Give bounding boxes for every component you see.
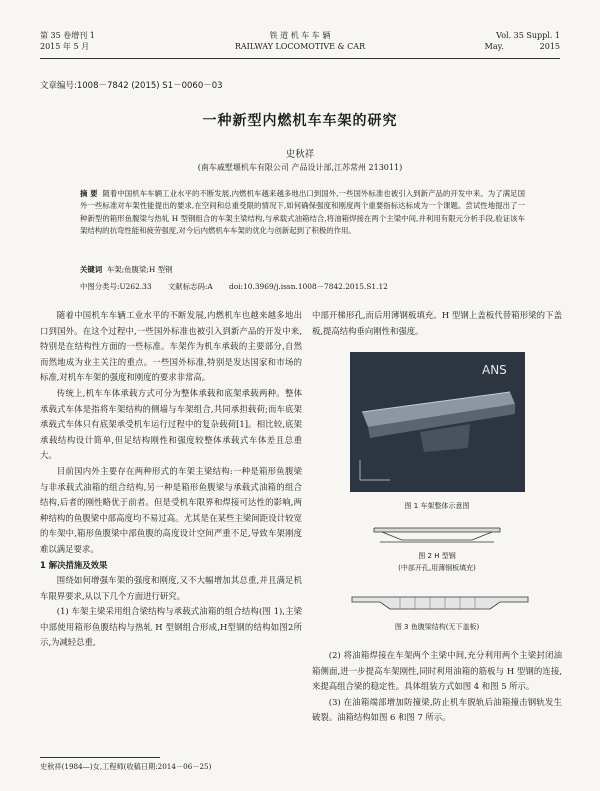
paper-title: 一种新型内燃机车车架的研究 <box>202 113 398 129</box>
fishbelly-beam-outline <box>352 597 528 609</box>
h-beam-web <box>382 532 492 540</box>
paragraph: (3) 在油箱端部增加防撞梁,防止机车脱轨后油箱撞击钢轨发生破裂。油箱结构如图 6 和图 7 所示。 <box>312 696 562 723</box>
volume-cn: 第 35 卷增刊 1 <box>40 31 95 40</box>
journal-name-cn: 铁 道 机 车 车 辆 <box>269 31 331 40</box>
h-beam-top-flange <box>374 528 500 532</box>
journal-name-en: RAILWAY LOCOMOTIVE & CAR <box>234 42 366 51</box>
document-code: 文献标志码:A <box>167 282 213 291</box>
figure-2-note: (中部开孔,用薄钢板填充) <box>398 564 476 572</box>
keywords-text: 车架;鱼腹梁;H 型钢 <box>106 265 173 274</box>
header-center <box>40 30 560 52</box>
figure-2-h-beam <box>372 524 502 546</box>
paragraph: 中部开梯形孔,而后用薄钢板填充。H 型钢上盖板代替箱形梁的下盖板,提高结构垂向刚性和强度。 <box>312 310 562 336</box>
paragraph: 传统上,机车车体承载方式可分为整体承载和底架承载两种。整体承载式车体是指将车架结构的侧墙与车架组合,共同承担载荷;而车底架承载式车体只有底架承受机车运行过程中的复杂载荷[1]。相比较,底架承载结构设计简单,但足结构刚性和强度较整体承载式车体差且总重大。 <box>40 387 302 461</box>
figure-1-caption: 图 1 车架整体示意图 <box>404 502 470 510</box>
volume-en: Vol. 35 Suppl. 1 <box>496 31 560 40</box>
date-en: May. 2015 <box>484 42 560 51</box>
paragraph: (2) 将油箱焊接在车架两个主梁中间,充分利用两个主梁封闭油箱侧面,进一步提高车架刚性,同时利用油箱的筋板与 H 型钢的连接,来提高组合梁的稳定性。具体组装方式如图 4 和图 5 所示。 <box>312 650 562 692</box>
keywords <box>80 264 172 275</box>
paragraph: 随着中国机车车辆工业水平的不断发展,内燃机车也越来越多地出口到国外。在这个过程中,一些国外标准也被引入到新产品的开发中来,特别是在结构性方面的一些标准。车架作为机车承载的主要部分,自然而然地成为业主关注的重点。一些国外标准,特别是发达国家和市场的标准,对机车车架的强度和刚度的要求非常高。 <box>40 310 302 383</box>
author: 史秋祥 <box>285 149 315 160</box>
clc-number: 中图分类号:U262.33 <box>80 282 152 291</box>
date-cn: 2015 年 5 月 <box>40 42 90 51</box>
abstract-text: 随着中国机车车辆工业水平的不断发展,内燃机车越来越多地出口到国外,一些国外标准也被引入到新产品的开发中来。为了满足国外一些标准对车架性能提出的要求,在空间和总重受限的情况下,如何确保强度和刚度两个重要指标达标成为一个课题。尝试性地提出了一种新型的箱形鱼腹梁与热轧 H 型钢组合的车架主梁结构,与承载式油箱结合,将油箱焊接在两个主梁中间,并利用有限元分析手段,验证该车架结构的抗弯性能和疲劳强度,对今后内燃机车车架的优化与创新起到了积极的作用。 <box>80 189 525 236</box>
paragraph: 目前国内外主要存在两种形式的车架主梁结构:一种是箱形鱼腹梁与非承载式油箱的组合结构,另一种是箱形鱼腹梁与承载式油箱的组合结构,后者的刚性略优于前者。但是受机车限界和焊接可达性的影响,两种结构的鱼腹梁中部高度均不易过高。尤其是在某些主梁间距设计较宽的车架中,箱形鱼腹梁中部鱼腹的高度设计空间严重不足,导致车架刚度难以满足要求。 <box>40 465 302 554</box>
right-column-top <box>312 308 562 339</box>
keywords-label: 关键词 <box>80 265 103 274</box>
header-right <box>485 30 560 52</box>
figure-3-fishbelly-beam <box>350 594 530 612</box>
ansys-logo: ANS <box>482 363 507 377</box>
figure-1-frame-render <box>350 352 525 492</box>
running-header <box>40 30 560 60</box>
figure-3-caption: 图 3 鱼腹梁结构(无下盖板) <box>394 623 480 631</box>
footnote: 史秋祥(1984—)女,工程师(收稿日期:2014－06－25) <box>40 762 212 771</box>
paragraph: 围绕如何增强车架的强度和刚度,又不大幅增加其总重,并且满足机车限界要求,从以下几个方面进行研究。 <box>40 575 302 601</box>
footnote-rule <box>40 757 160 758</box>
affiliation: (南车戚墅堰机车有限公司 产品设计部,江苏常州 213011) <box>197 163 403 172</box>
article-number: 文章编号:1008－7842 (2015) S1－0060－03 <box>40 81 223 91</box>
header-rule <box>40 58 560 59</box>
classification-line <box>80 281 540 292</box>
figure-2-caption: 图 2 H 型钢 <box>418 552 456 560</box>
abstract-label: 摘 要 <box>80 189 98 198</box>
right-column-bottom <box>312 648 562 726</box>
left-column <box>40 308 302 651</box>
section-heading: 1 解决措施及效果 <box>40 559 108 570</box>
doi: doi:10.3969/j.issn.1008－7842.2015.S1.12 <box>229 282 388 291</box>
paragraph: (1) 车架主梁采用组合梁结构与承载式油箱的组合结构(图 1),主梁中部使用箱形鱼腹结构与热轧 H 型钢组合形成,H型钢的结构如图2所示,为减轻总重, <box>40 606 302 648</box>
abstract <box>80 188 525 238</box>
